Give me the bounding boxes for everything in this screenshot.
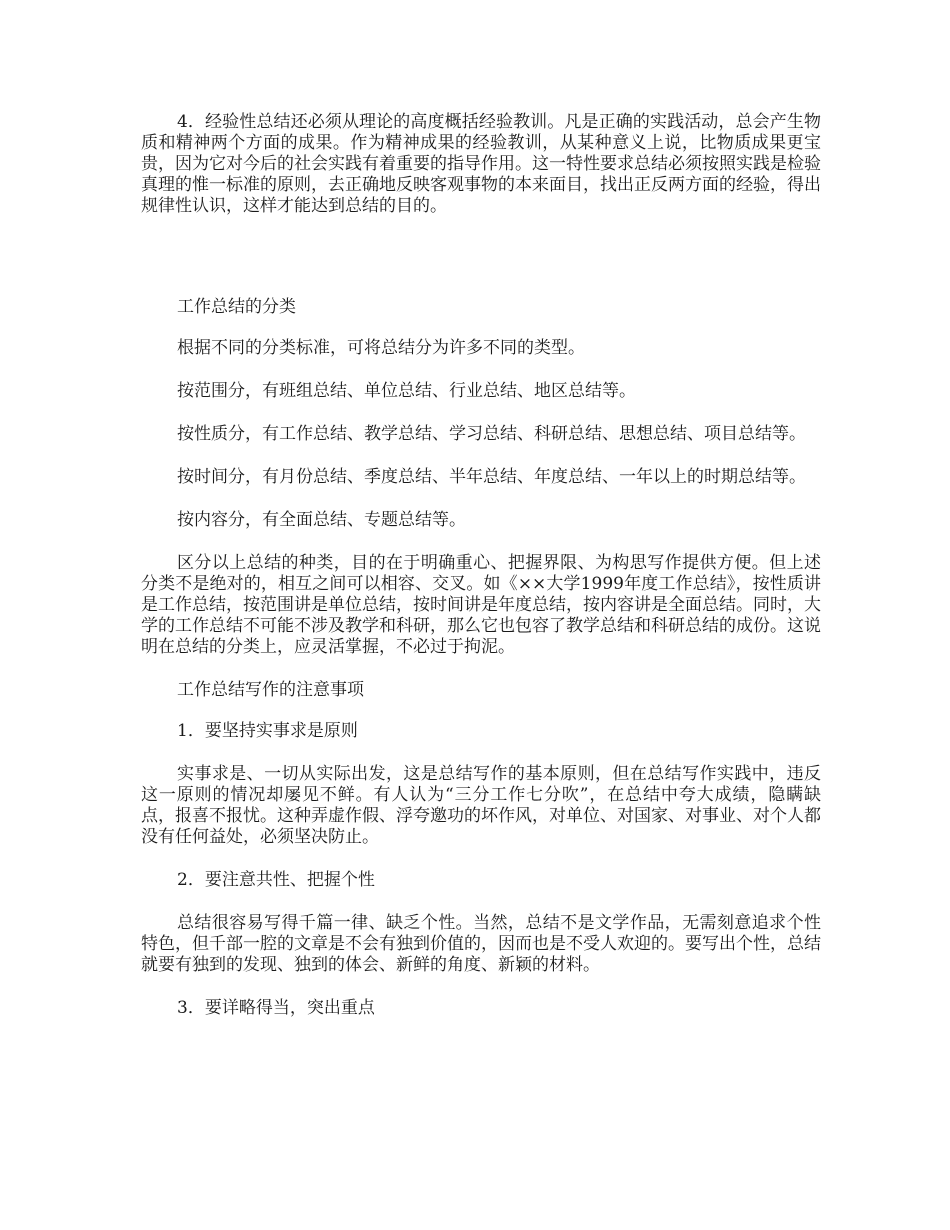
subheading-truth-seeking: 1．要坚持实事求是原则: [177, 721, 358, 741]
paragraph-by-nature: 按性质分，有工作总结、教学总结、学习总结、科研总结、思想总结、项目总结等。: [177, 424, 806, 444]
paragraph-classification-intro: 根据不同的分类标准，可将总结分为许多不同的类型。: [177, 338, 585, 358]
section-heading-precautions: 工作总结写作的注意事项: [177, 680, 364, 700]
paragraph-truth-seeking: 实事求是、一切从实际出发，这是总结写作的基本原则，但在总结写作实践中，违反这一原则的情况却屡见不鲜。有人认为“三分工作七分吹”，在总结中夸大成绩，隐瞒缺点，报喜不报忧。这种弄虚作假、浮夸邀功的坏作风，对单位、对国家、对事业、对个人都没有任何益处，必须坚决防止。: [141, 764, 821, 847]
subheading-individuality: 2．要注意共性、把握个性: [177, 870, 375, 890]
subheading-focus: 3．要详略得当，突出重点: [177, 998, 375, 1018]
paragraph-by-time: 按时间分，有月份总结、季度总结、半年总结、年度总结、一年以上的时期总结等。: [177, 467, 806, 487]
paragraph-classification-note: 区分以上总结的种类，目的在于明确重心、把握界限、为构思写作提供方便。但上述分类不是绝对的，相互之间可以相容、交叉。如《××大学1999年度工作总结》，按性质讲是工作总结，按范围讲是单位总结，按时间讲是年度总结，按内容讲是全面总结。同时，大学的工作总结不可能不涉及教学和科研，那么它也包容了教学总结和科研总结的成份。这说明在总结的分类上，应灵活掌握，不必过于拘泥。: [141, 553, 821, 657]
section-heading-classification: 工作总结的分类: [177, 297, 296, 317]
paragraph-by-scope: 按范围分，有班组总结、单位总结、行业总结、地区总结等。: [177, 381, 636, 401]
paragraph-individuality: 总结很容易写得千篇一律、缺乏个性。当然，总结不是文学作品，无需刻意追求个性特色，但千部一腔的文章是不会有独到价值的，因而也是不受人欢迎的。要写出个性，总结就要有独到的发现、独到的体会、新鲜的角度、新颖的材料。: [141, 913, 821, 975]
paragraph-by-content: 按内容分，有全面总结、专题总结等。: [177, 510, 466, 530]
paragraph-experience-summary: 4．经验性总结还必须从理论的高度概括经验教训。凡是正确的实践活动，总会产生物质和精神两个方面的成果。作为精神成果的经验教训，从某种意义上说，比物质成果更宝贵，因为它对今后的社会实践有着重要的指导作用。这一特性要求总结必须按照实践是检验真理的惟一标准的原则，去正确地反映客观事物的本来面目，找出正反两方面的经验，得出规律性认识，这样才能达到总结的目的。: [141, 112, 821, 216]
document-body: [141, 112, 821, 1041]
section-gap: [141, 239, 821, 297]
